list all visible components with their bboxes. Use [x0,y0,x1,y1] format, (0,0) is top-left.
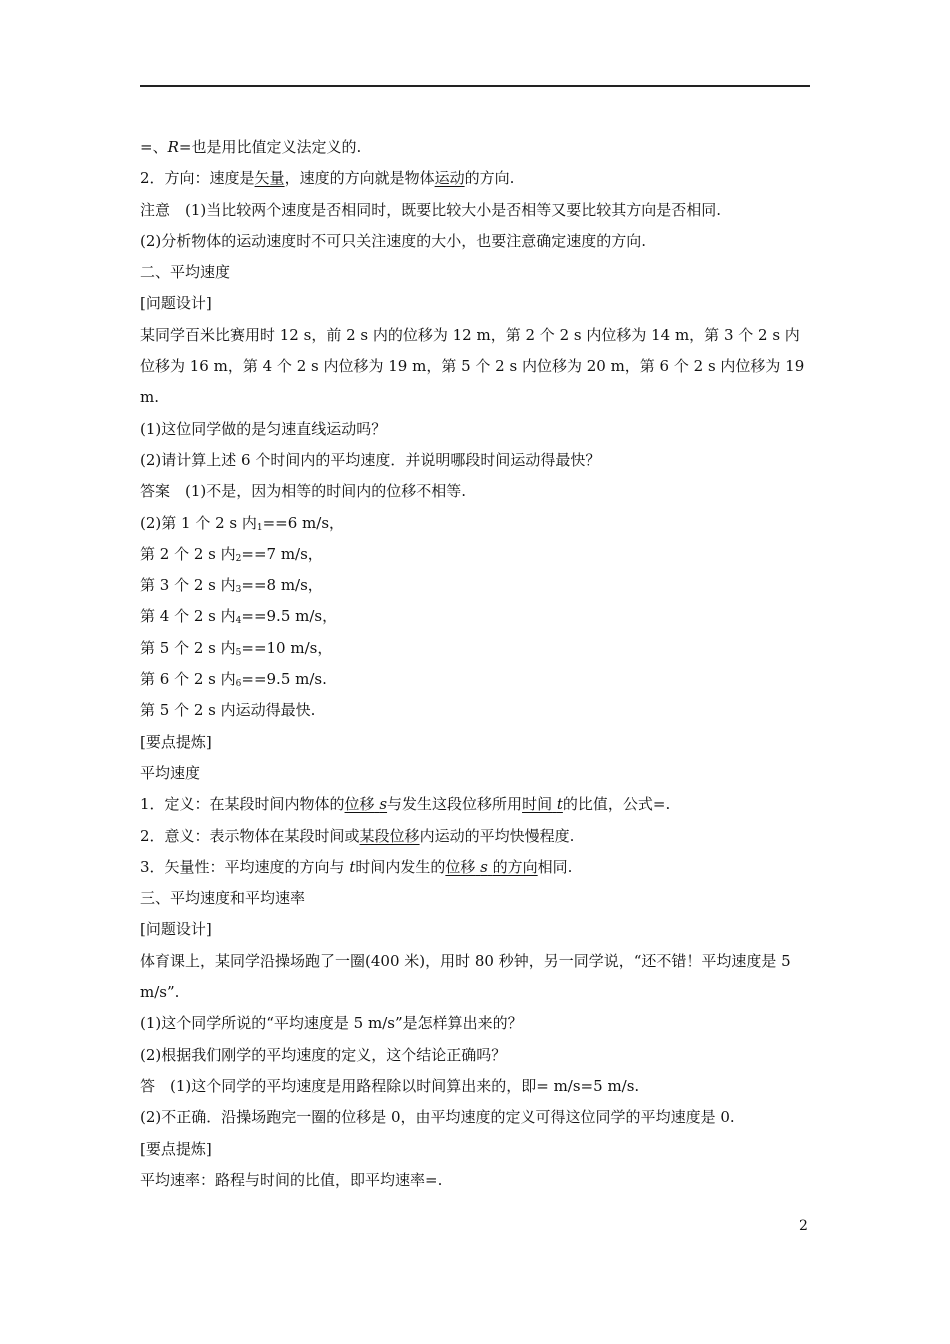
text: ，速度的方向就是物体 [284,169,435,188]
text: ==8 m/s， [241,576,323,595]
paragraph [140,789,812,820]
text: 相同. [537,857,573,876]
symbol-s: s [480,857,488,876]
section-heading: 三、平均速度和平均速率 [140,889,306,908]
paragraph: 第 5 个 2 s 内运动得最快. [140,701,316,720]
symbol-s: s [379,795,388,814]
text: 位移 [344,795,375,814]
paragraph: 平均速率：路程与时间的比值，即平均速率=. [140,1170,443,1189]
symbol-r: R [167,138,179,156]
paragraph: (2)根据我们刚学的平均速度的定义，这个结论正确吗？ [140,1045,507,1064]
text: ==9.5 m/s. [241,670,327,689]
text: 3．矢量性：平均速度的方向与 [140,857,350,876]
text: 的方向 [492,857,538,876]
subsection-label: [问题设计] [140,920,212,939]
text: 的方向. [464,169,515,188]
calc-line [140,664,812,695]
subsection-label: [要点提炼] [140,732,212,751]
text: 第 4 个 2 s 内 [140,607,236,626]
underlined-term: 某段位移 [359,826,420,845]
text: 第 6 个 2 s 内 [140,670,236,689]
text: 2．方向：速度是 [140,169,255,188]
text: ==9.5 m/s， [241,607,338,626]
text: 第 3 个 2 s 内 [140,576,236,595]
symbol-t: t [349,857,356,876]
underlined-term [445,858,537,876]
text: (2)第 1 个 2 s 内 [140,513,257,532]
calc-line [140,601,812,632]
text: =也是用比值定义法定义的. [178,138,362,156]
text: 2．意义：表示物体在某段时间或 [140,826,360,845]
text: ==7 m/s， [241,544,323,563]
paragraph: (1)这个同学所说的“平均速度是 5 m/s”是怎样算出来的？ [140,1014,523,1033]
subscript: 2 [235,553,242,564]
subsection-label: [问题设计] [140,294,212,313]
subscript: 5 [235,647,242,658]
subscript: 3 [235,585,242,596]
paragraph [140,132,812,163]
text: =、 [140,138,168,156]
symbol-t: t [556,795,563,814]
paragraph [140,852,812,883]
text: 时间内发生的 [355,857,446,876]
paragraph [140,821,812,852]
text: 第 5 个 2 s 内 [140,638,236,657]
paragraph: 平均速度 [140,763,201,782]
paragraph: (1)这位同学做的是匀速直线运动吗？ [140,419,387,438]
subscript: 1 [256,522,263,533]
paragraph: 某同学百米比赛用时 12 s，前 2 s 内的位移为 12 m，第 2 个 2 s 内位移为 14 m，第 3 个 2 s 内位移为 16 m，第 4 个 2 s 内位移为 19 m，第 5 个 2 s 内位移为 20 m，第 6 个 2 s 内位移为 19 m. [140,325,805,407]
calc-line [140,633,812,664]
underlined-term [345,795,388,813]
underlined-term [522,795,563,813]
text: 第 2 个 2 s 内 [140,544,236,563]
calc-line [140,570,812,601]
header-rule [140,85,810,87]
answer-paragraph: 答 (1)这个同学的平均速度是用路程除以时间算出来的，即= m/s=5 m/s. [140,1076,640,1095]
paragraph: 体育课上，某同学沿操场跑了一圈(400 米)，用时 80 秒钟，另一同学说，“还不错！平均速度是 5 m/s”. [140,951,791,1002]
paragraph: 注意 (1)当比较两个速度是否相同时，既要比较大小是否相等又要比较其方向是否相同. [140,200,722,219]
subscript: 6 [235,679,242,690]
text: 与发生这段位移所用 [387,795,523,814]
page-number: 2 [799,1218,808,1234]
calc-line [140,508,812,539]
text: 内运动的平均快慢程度. [419,826,575,845]
calc-line [140,539,812,570]
text: 时间 [522,795,553,814]
underlined-term: 矢量 [254,169,285,188]
text: 位移 [445,857,476,876]
text: ==6 m/s， [262,513,345,532]
subscript: 4 [235,616,242,627]
underlined-term: 运动 [434,169,465,188]
answer-paragraph: 答案 (1)不是，因为相等的时间内的位移不相等. [140,482,467,501]
text: 的比值，公式=. [562,795,671,814]
paragraph [140,163,812,194]
subsection-label: [要点提炼] [140,1139,212,1158]
paragraph: (2)分析物体的运动速度时不可只关注速度的大小，也要注意确定速度的方向. [140,231,647,250]
text: 1．定义：在某段时间内物体的 [140,795,345,814]
text: ==10 m/s， [241,638,333,657]
section-heading: 二、平均速度 [140,263,231,282]
paragraph: (2)请计算上述 6 个时间内的平均速度．并说明哪段时间运动得最快？ [140,450,601,469]
document-body [140,132,812,1196]
paragraph: (2)不正确．沿操场跑完一圈的位移是 0，由平均速度的定义可得这位同学的平均速度是 0. [140,1108,735,1127]
